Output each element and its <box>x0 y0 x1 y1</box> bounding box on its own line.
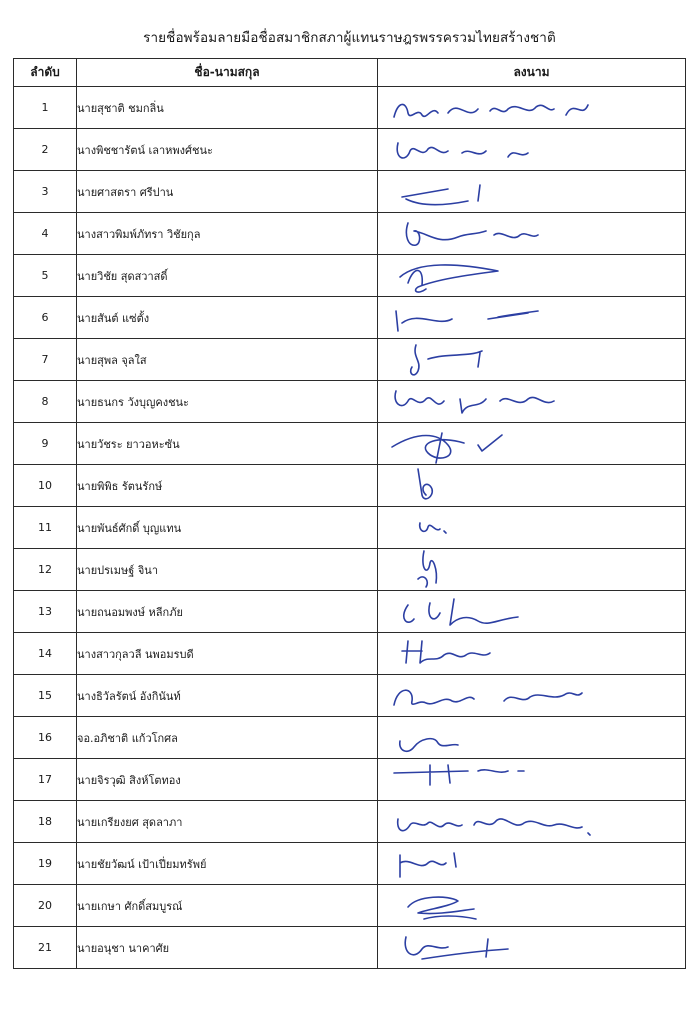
handwritten-signature <box>378 213 686 254</box>
table-row <box>14 759 686 801</box>
table-header-row <box>14 59 686 87</box>
signature-cell <box>378 213 686 255</box>
member-name: นางธิวัลรัตน์ อังกินันท์ <box>77 675 378 717</box>
row-number: 19 <box>14 843 77 885</box>
table-row <box>14 801 686 843</box>
signature-cell <box>378 549 686 591</box>
handwritten-signature <box>378 633 686 674</box>
header-no: ลำดับ <box>14 59 77 87</box>
header-name: ชื่อ-นามสกุล <box>77 59 378 87</box>
member-name: นายธนกร วังบุญคงชนะ <box>77 381 378 423</box>
row-number: 16 <box>14 717 77 759</box>
table-row <box>14 87 686 129</box>
signature-cell <box>378 717 686 759</box>
member-name: นายถนอมพงษ์ หลีกภัย <box>77 591 378 633</box>
handwritten-signature <box>378 591 686 632</box>
signature-cell <box>378 339 686 381</box>
table-row <box>14 549 686 591</box>
table-row <box>14 129 686 171</box>
handwritten-signature <box>378 339 686 380</box>
table-row <box>14 843 686 885</box>
handwritten-signature <box>378 507 686 548</box>
signature-stroke <box>402 641 490 663</box>
member-name: นายอนุชา นาคาศัย <box>77 927 378 969</box>
row-number: 20 <box>14 885 77 927</box>
handwritten-signature <box>378 927 686 968</box>
handwritten-signature <box>378 87 686 128</box>
signature-cell <box>378 465 686 507</box>
member-name: นายสันต์ แซ่ตั้ง <box>77 297 378 339</box>
table-row <box>14 381 686 423</box>
table-row <box>14 339 686 381</box>
signature-stroke <box>400 265 498 292</box>
header-signature: ลงนาม <box>378 59 686 87</box>
member-name: นายเกรียงยศ สุดลาภา <box>77 801 378 843</box>
signature-stroke <box>402 185 480 205</box>
member-name: นางพิชชารัตน์ เลาหพงศ์ชนะ <box>77 129 378 171</box>
signature-cell <box>378 801 686 843</box>
signature-cell <box>378 171 686 213</box>
signature-cell <box>378 633 686 675</box>
table-row <box>14 423 686 465</box>
row-number: 21 <box>14 927 77 969</box>
signature-stroke <box>398 819 590 835</box>
signature-cell <box>378 591 686 633</box>
row-number: 1 <box>14 87 77 129</box>
signature-cell <box>378 297 686 339</box>
signature-stroke <box>396 311 538 331</box>
table-row <box>14 297 686 339</box>
row-number: 4 <box>14 213 77 255</box>
member-name: นายวัชระ ยาวอหะซัน <box>77 423 378 465</box>
signature-cell <box>378 759 686 801</box>
row-number: 7 <box>14 339 77 381</box>
signature-cell <box>378 507 686 549</box>
member-name: นางสาวพิมพ์ภัทรา วิชัยกุล <box>77 213 378 255</box>
table-row <box>14 171 686 213</box>
member-name: จอ.อภิชาติ แก้วโกศล <box>77 717 378 759</box>
row-number: 17 <box>14 759 77 801</box>
signature-stroke <box>400 739 458 752</box>
row-number: 9 <box>14 423 77 465</box>
member-name: นายปรเมษฐ์ จินา <box>77 549 378 591</box>
row-number: 11 <box>14 507 77 549</box>
handwritten-signature <box>378 549 686 590</box>
signature-stroke <box>418 551 436 587</box>
handwritten-signature <box>378 381 686 422</box>
table-row <box>14 885 686 927</box>
signature-stroke <box>400 853 456 877</box>
signature-cell <box>378 843 686 885</box>
table-row <box>14 591 686 633</box>
table-body <box>14 87 686 969</box>
row-number: 15 <box>14 675 77 717</box>
signature-stroke <box>408 897 476 919</box>
handwritten-signature <box>378 717 686 758</box>
handwritten-signature <box>378 423 686 464</box>
signature-stroke <box>411 345 482 375</box>
handwritten-signature <box>378 759 686 800</box>
signature-stroke <box>404 599 518 625</box>
member-name: นางสาวกุลวลี นพอมรบดี <box>77 633 378 675</box>
table-row <box>14 717 686 759</box>
row-number: 5 <box>14 255 77 297</box>
handwritten-signature <box>378 885 686 926</box>
document-title: รายชื่อพร้อมลายมือชื่อสมาชิกสภาผู้แทนราษฎรพรรครวมไทยสร้างชาติ <box>143 30 556 46</box>
signature-cell <box>378 255 686 297</box>
handwritten-signature <box>378 465 686 506</box>
row-number: 6 <box>14 297 77 339</box>
signature-stroke <box>394 765 524 785</box>
signature-stroke <box>418 469 432 499</box>
row-number: 2 <box>14 129 77 171</box>
signature-table <box>13 58 686 969</box>
signature-stroke <box>405 937 508 959</box>
table-row <box>14 675 686 717</box>
row-number: 10 <box>14 465 77 507</box>
table-row <box>14 213 686 255</box>
signature-cell <box>378 87 686 129</box>
signature-stroke <box>406 223 538 245</box>
table-row <box>14 255 686 297</box>
signature-stroke <box>394 104 588 117</box>
member-name: นายสุชาติ ชมกลิ่น <box>77 87 378 129</box>
signature-cell <box>378 675 686 717</box>
row-number: 12 <box>14 549 77 591</box>
signature-cell <box>378 423 686 465</box>
signature-cell <box>378 885 686 927</box>
handwritten-signature <box>378 801 686 842</box>
member-name: นายพิพิธ รัตนรักษ์ <box>77 465 378 507</box>
row-number: 14 <box>14 633 77 675</box>
handwritten-signature <box>378 675 686 716</box>
row-number: 3 <box>14 171 77 213</box>
signature-stroke <box>395 391 554 413</box>
handwritten-signature <box>378 171 686 212</box>
table-row <box>14 465 686 507</box>
signature-cell <box>378 927 686 969</box>
table-row <box>14 507 686 549</box>
member-name: นายศาสตรา ศรีปาน <box>77 171 378 213</box>
handwritten-signature <box>378 297 686 338</box>
signature-cell <box>378 129 686 171</box>
row-number: 18 <box>14 801 77 843</box>
member-name: นายชัยวัฒน์ เป้าเปี่ยมทรัพย์ <box>77 843 378 885</box>
row-number: 8 <box>14 381 77 423</box>
handwritten-signature <box>378 843 686 884</box>
table-row <box>14 927 686 969</box>
member-name: นายพันธ์ศักดิ์ บุญแทน <box>77 507 378 549</box>
handwritten-signature <box>378 129 686 170</box>
member-name: นายสุพล จุลใส <box>77 339 378 381</box>
signature-stroke <box>397 143 528 158</box>
signature-stroke <box>420 523 446 533</box>
signature-stroke <box>392 433 502 463</box>
handwritten-signature <box>378 255 686 296</box>
row-number: 13 <box>14 591 77 633</box>
member-name: นายจิรวุฒิ สิงห์โตทอง <box>77 759 378 801</box>
signature-cell <box>378 381 686 423</box>
member-name: นายวิชัย สุดสวาสดิ์ <box>77 255 378 297</box>
member-name: นายเกษา ศักดิ์สมบูรณ์ <box>77 885 378 927</box>
signature-stroke <box>394 690 582 705</box>
table-row <box>14 633 686 675</box>
